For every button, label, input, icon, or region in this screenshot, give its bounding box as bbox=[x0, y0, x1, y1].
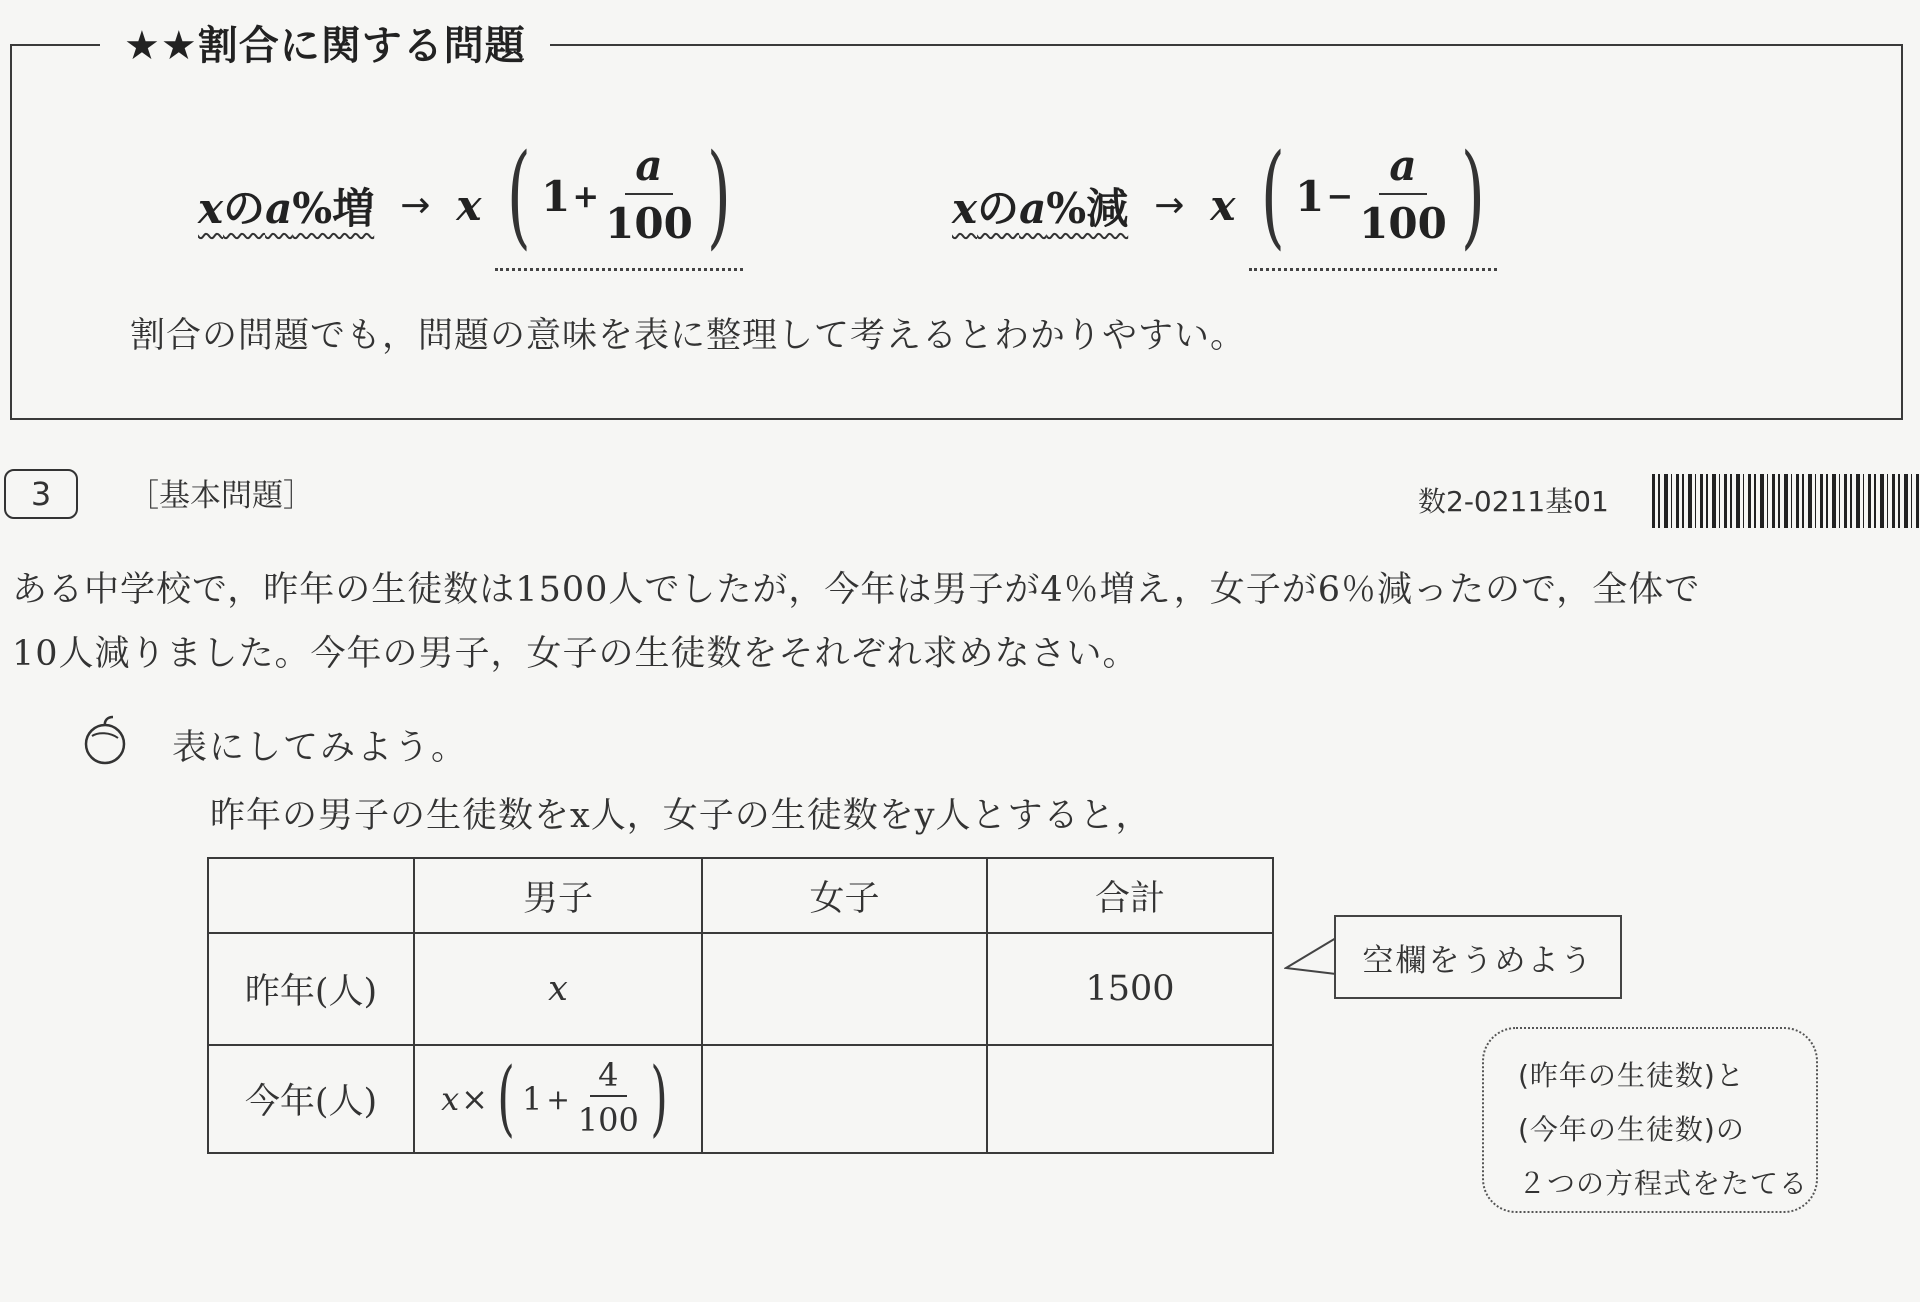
right-paren-icon: ) bbox=[706, 131, 731, 261]
table-header-male: 男子 bbox=[414, 858, 702, 933]
ratio-table bbox=[207, 857, 1274, 1154]
table-header-row bbox=[208, 858, 1273, 933]
decrease-fraction: $\frac{a}{100}$ bbox=[1359, 140, 1447, 248]
hint-label: 表にしてみよう。 bbox=[172, 728, 469, 768]
problem-type: ［基本問題］ bbox=[128, 478, 314, 514]
problem-number: 3 bbox=[4, 469, 78, 519]
summary-note: 割合の問題でも，問題の意味を表に整理して考えるとわかりやすい。 bbox=[130, 316, 1247, 356]
problem-statement-line1: ある中学校で，昨年の生徒数は1500人でしたが，今年は男子が4％増え，女子が6％減ったので，全体で bbox=[12, 570, 1701, 610]
row-label-last-year: 昨年(人) bbox=[208, 933, 414, 1045]
table-row-this-year bbox=[208, 1045, 1273, 1153]
increase-formula: xのa%増 → x ( 1 + $\frac{a}{100}$ ) bbox=[198, 140, 743, 271]
cell-this-year-total[interactable] bbox=[987, 1045, 1273, 1153]
row-label-this-year: 今年(人) bbox=[208, 1045, 414, 1153]
problem-code: 数2-0211基01 bbox=[1418, 485, 1609, 518]
this-year-male-fraction: $\frac{4}{100}$ bbox=[577, 1056, 639, 1140]
left-paren-icon: ( bbox=[497, 1051, 515, 1146]
problem-statement-line2: 10人減りました。今年の男子，女子の生徒数をそれぞれ求めなさい。 bbox=[12, 634, 1139, 674]
table-header-empty bbox=[208, 858, 414, 933]
callout-equations-line2: (今年の生徒数)の bbox=[1518, 1113, 1745, 1146]
apple-icon bbox=[82, 714, 128, 766]
callout-equations-line3: ２つの方程式をたてる bbox=[1518, 1167, 1809, 1200]
cell-last-year-male: x bbox=[414, 933, 702, 1045]
cell-this-year-male bbox=[414, 1045, 702, 1153]
left-paren-icon: ( bbox=[507, 131, 532, 261]
summary-title: ★★割合に関する問題 bbox=[100, 14, 550, 71]
callout-equations bbox=[1482, 1027, 1818, 1213]
callout-equations-line1: (昨年の生徒数)と bbox=[1518, 1059, 1745, 1092]
table-row-last-year bbox=[208, 933, 1273, 1045]
arrow-icon: → bbox=[1154, 185, 1185, 226]
increase-factor: ( 1 + $\frac{a}{100}$ ) bbox=[495, 140, 742, 271]
cell-last-year-female[interactable] bbox=[702, 933, 987, 1045]
increase-label: xのa%増 bbox=[198, 183, 375, 233]
callout-tail-icon bbox=[1284, 936, 1338, 978]
table-header-total: 合計 bbox=[987, 858, 1273, 933]
cell-last-year-total: 1500 bbox=[987, 933, 1273, 1045]
arrow-icon: → bbox=[400, 185, 431, 226]
decrease-formula: xのa%減 → x ( 1 − $\frac{a}{100}$ ) bbox=[952, 140, 1497, 271]
hint-assumption: 昨年の男子の生徒数をx人，女子の生徒数をy人とすると， bbox=[210, 796, 1152, 836]
cell-this-year-female[interactable] bbox=[702, 1045, 987, 1153]
decrease-label: xのa%減 bbox=[952, 183, 1129, 233]
this-year-male-formula: x × ( 1 + $\frac{4}{100}$ ) bbox=[441, 1051, 668, 1146]
left-paren-icon: ( bbox=[1261, 131, 1286, 261]
increase-fraction: $\frac{a}{100}$ bbox=[605, 140, 693, 248]
callout-fill-blanks: 空欄をうめよう bbox=[1334, 915, 1622, 999]
decrease-factor: ( 1 − $\frac{a}{100}$ ) bbox=[1249, 140, 1496, 271]
barcode-icon bbox=[1652, 474, 1920, 528]
table-header-female: 女子 bbox=[702, 858, 987, 933]
right-paren-icon: ) bbox=[1460, 131, 1485, 261]
right-paren-icon: ) bbox=[650, 1051, 668, 1146]
